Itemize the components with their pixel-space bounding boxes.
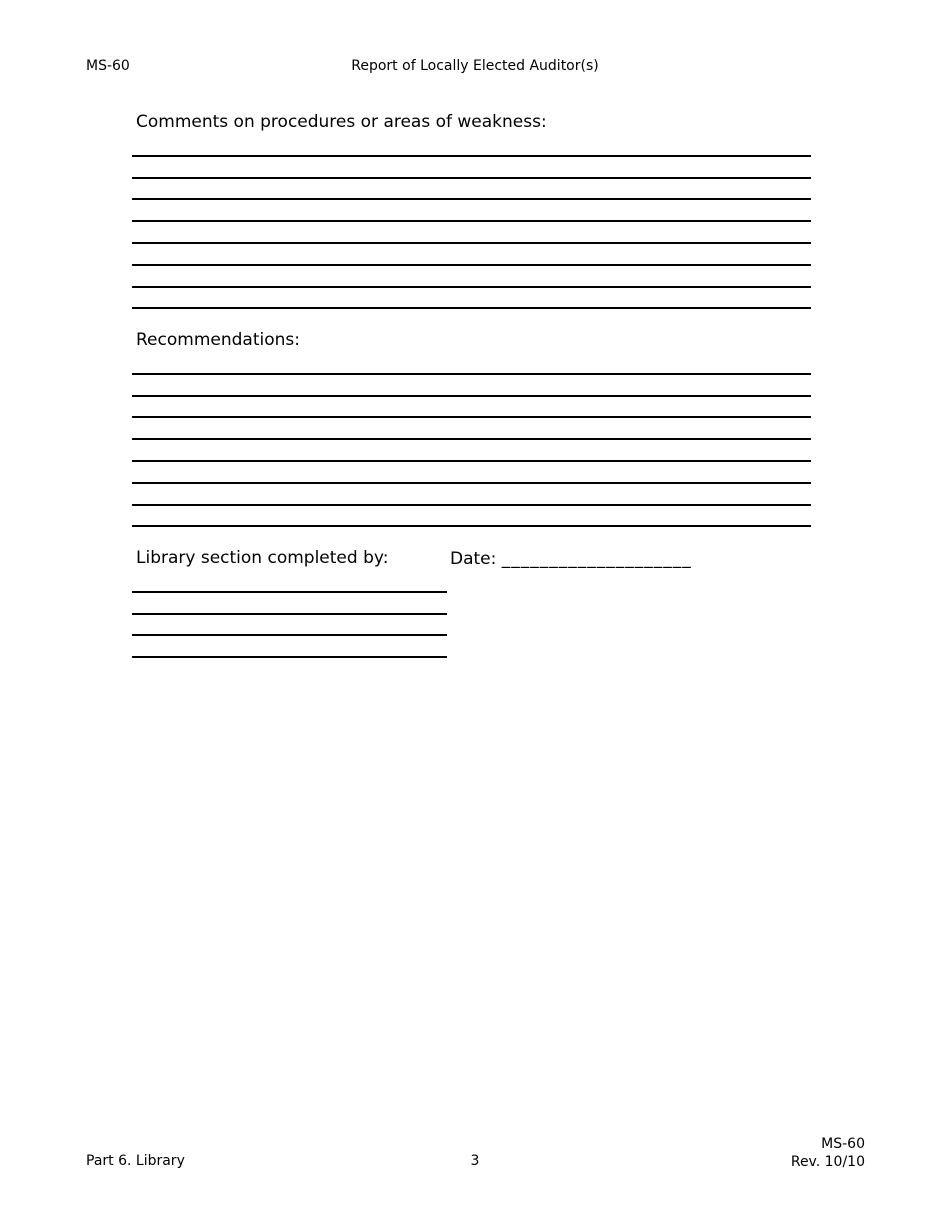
header-form-id: MS-60 <box>86 58 130 74</box>
recommendations-line[interactable] <box>132 504 811 506</box>
recommendations-label: Recommendations: <box>136 330 300 350</box>
comments-line[interactable] <box>132 242 811 244</box>
completed-by-line[interactable] <box>132 634 447 636</box>
comments-line[interactable] <box>132 155 811 157</box>
comments-line[interactable] <box>132 220 811 222</box>
completed-by-line[interactable] <box>132 591 447 593</box>
comments-label: Comments on procedures or areas of weakness: <box>136 112 547 132</box>
date-label: Date: <box>450 549 497 569</box>
footer-form-info <box>791 1135 865 1171</box>
recommendations-line[interactable] <box>132 482 811 484</box>
footer-page-number: 3 <box>470 1153 480 1169</box>
completed-by-label: Library section completed by: <box>136 548 389 568</box>
recommendations-line[interactable] <box>132 416 811 418</box>
recommendations-line[interactable] <box>132 438 811 440</box>
footer-form-id: MS-60 <box>821 1136 865 1152</box>
completed-by-line[interactable] <box>132 656 447 658</box>
recommendations-line[interactable] <box>132 395 811 397</box>
comments-line[interactable] <box>132 264 811 266</box>
recommendations-line[interactable] <box>132 460 811 462</box>
footer-revision: Rev. 10/10 <box>790 1154 865 1170</box>
recommendations-line[interactable] <box>132 525 811 527</box>
comments-line[interactable] <box>132 177 811 179</box>
date-field[interactable] <box>450 549 692 569</box>
date-blank[interactable]: ____________________ <box>501 549 692 569</box>
comments-line[interactable] <box>132 286 811 288</box>
comments-line[interactable] <box>132 198 811 200</box>
header-title: Report of Locally Elected Auditor(s) <box>351 58 599 74</box>
comments-line[interactable] <box>132 307 811 309</box>
recommendations-line[interactable] <box>132 373 811 375</box>
completed-by-line[interactable] <box>132 613 447 615</box>
footer-part: Part 6. Library <box>86 1153 185 1169</box>
